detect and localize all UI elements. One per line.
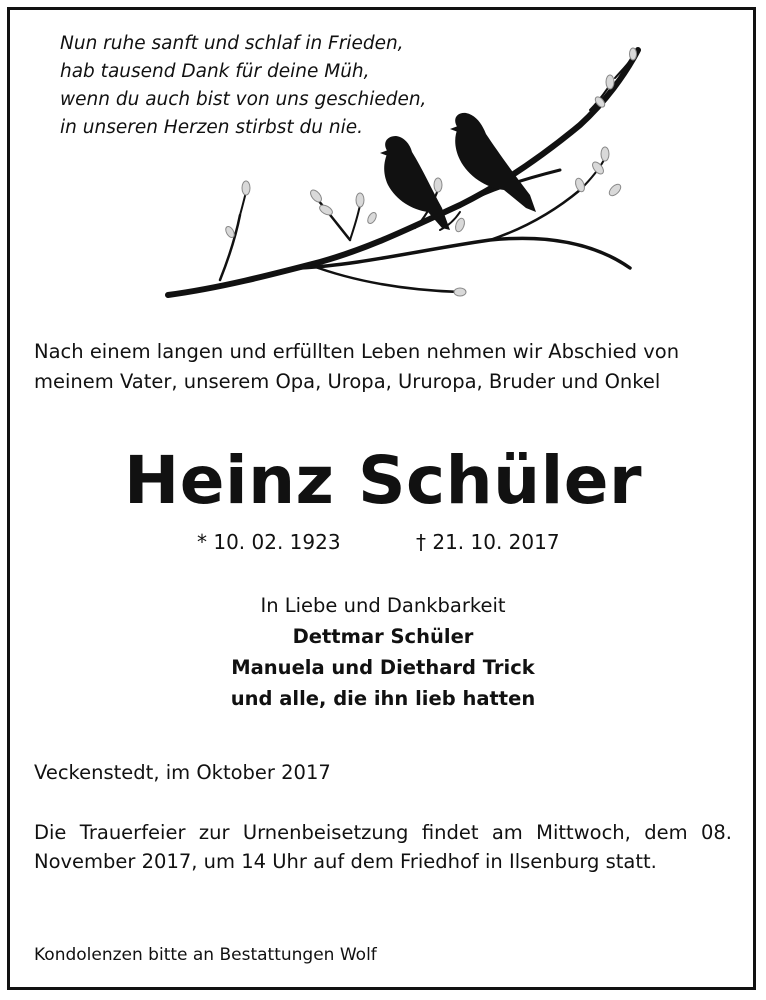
- place-and-date: Veckenstedt, im Oktober 2017: [34, 761, 331, 784]
- life-dates: [0, 530, 766, 560]
- mourner-name: Manuela und Diethard Trick: [231, 656, 535, 679]
- birth-date: * 10. 02. 1923: [197, 530, 341, 554]
- poem-line: Nun ruhe sanft und schlaf in Frieden,: [60, 33, 404, 54]
- deceased-name: Heinz Schüler: [123, 442, 643, 519]
- poem-line: wenn du auch bist von uns geschieden,: [60, 89, 427, 110]
- intro-line: Nach einem langen und erfüllten Leben nehmen wir Abschied von: [34, 340, 680, 363]
- mourner-name: und alle, die ihn lieb hatten: [230, 687, 536, 710]
- intro-text: [34, 337, 734, 397]
- mourners-heading: In Liebe und Dankbarkeit: [260, 594, 506, 617]
- intro-line: meinem Vater, unserem Opa, Uropa, Ururopa, Bruder und Onkel: [34, 370, 661, 393]
- condolences-note: Kondolenzen bitte an Bestattungen Wolf: [34, 945, 377, 965]
- death-date: † 21. 10. 2017: [416, 530, 560, 554]
- poem-line: in unseren Herzen stirbst du nie.: [60, 117, 364, 138]
- service-info: Die Trauerfeier zur Urnenbeisetzung findet am Mittwoch, dem 08. November 2017, um 14 Uhr auf dem Friedhof in Ilsenburg statt.: [34, 821, 732, 873]
- mourners-block: [0, 590, 766, 714]
- birds-on-branch-icon: [160, 40, 650, 310]
- mourner-name: Dettmar Schüler: [292, 625, 474, 648]
- poem-line: hab tausend Dank für deine Müh,: [60, 61, 370, 82]
